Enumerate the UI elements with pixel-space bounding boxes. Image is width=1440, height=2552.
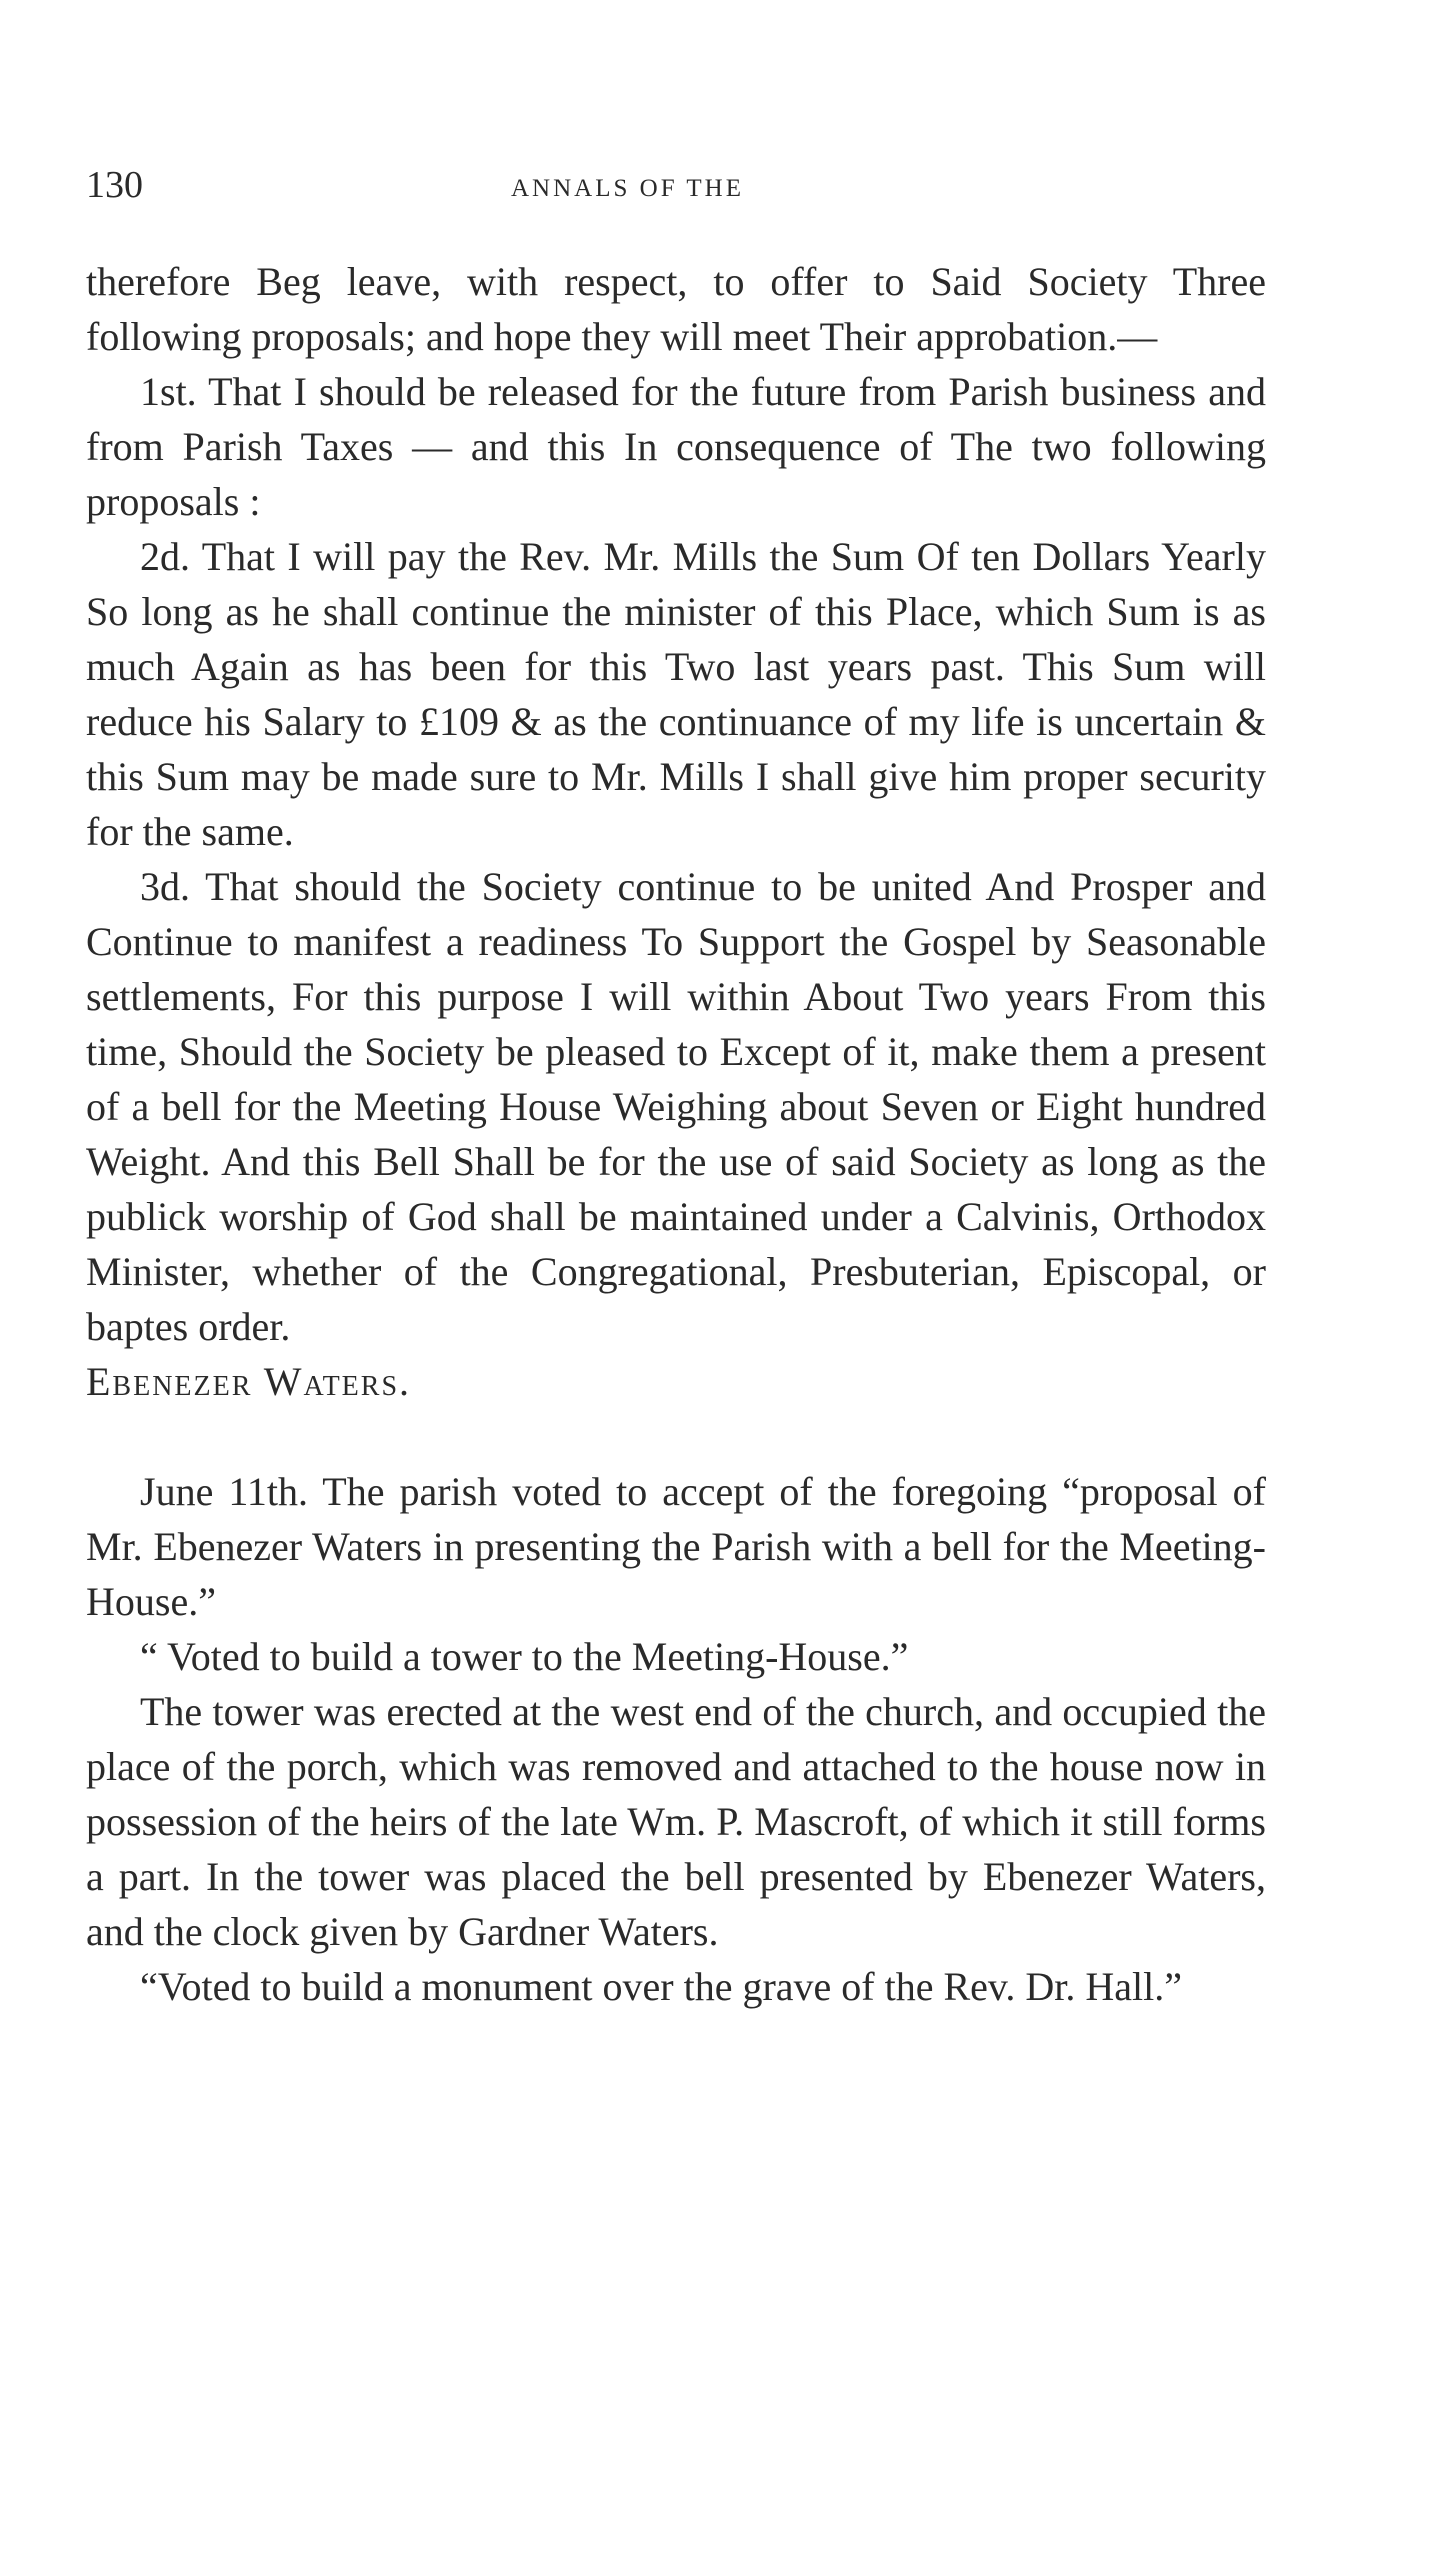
paragraph-proposal-1: 1st. That I should be released for the future from Parish business and from Parish Taxes — and this In consequence of The two following proposals : bbox=[86, 369, 1266, 524]
paragraph-tower-erected: The tower was erected at the west end of the church, and occupied the place of the porch, which was removed and attached to the house now in possession of the heirs of the late Wm. P. Mascroft, of which it still forms a part. In the tower was placed the bell presented by Ebenezer Waters, and the clock given by Gardner Waters. bbox=[86, 1689, 1266, 1954]
page-number: 130 bbox=[86, 164, 143, 206]
page-header bbox=[86, 160, 1266, 210]
paragraph-june: June 11th. The parish voted to accept of the foregoing “proposal of Mr. Ebenezer Waters in presenting the Parish with a bell for the Meeting-House.” bbox=[86, 1469, 1266, 1624]
signature: Ebenezer Waters. bbox=[86, 1359, 412, 1404]
paragraph-tower-vote: “ Voted to build a tower to the Meeting-House.” bbox=[140, 1634, 909, 1679]
paragraph-monument-vote: “Voted to build a monument over the grave of the Rev. Dr. Hall.” bbox=[140, 1964, 1182, 2009]
paragraph-proposal-2: 2d. That I will pay the Rev. Mr. Mills the Sum Of ten Dollars Yearly So long as he shall continue the minister of this Place, which Sum is as much Again as has been for this Two last years past. This Sum will reduce his Salary to £109 & as the continuance of my life is uncertain & this Sum may be made sure to Mr. Mills I shall give him proper security for the same. bbox=[86, 534, 1266, 854]
paragraph-intro: therefore Beg leave, with respect, to offer to Said Society Three following proposals; and hope they will meet Their approbation.— bbox=[86, 259, 1266, 359]
section-gap bbox=[86, 1409, 1266, 1464]
running-head: ANNALS OF THE bbox=[511, 175, 744, 202]
paragraph-proposal-3: 3d. That should the Society continue to be united And Prosper and Continue to manifest a readiness To Support the Gospel by Seasonable settlements, For this purpose I will within About Two years From this time, Should the Society be pleased to Except of it, make them a present of a bell for the Meeting House Weighing about Seven or Eight hundred Weight. And this Bell Shall be for the use of said Society as long as the publick worship of God shall be maintained under a Calvinis, Orthodox Minister, whether of the Congregational, Presbuterian, Episcopal, or baptes order. bbox=[86, 864, 1266, 1349]
page-body bbox=[86, 254, 1266, 2014]
